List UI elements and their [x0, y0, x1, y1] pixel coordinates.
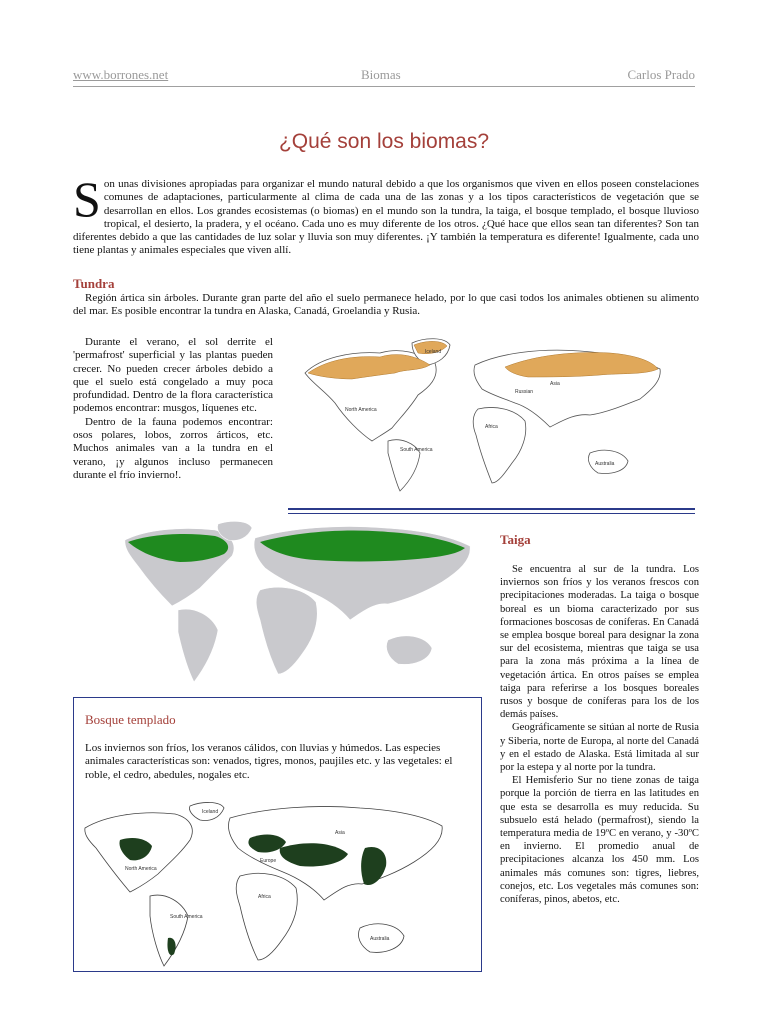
- tundra-column-paragraph: Durante el verano, el sol derrite el 'permafrost' superficial y las plantas pueden crecer. No pueden crecer árboles debido a que el suelo está congelado a muy poca profundidad. Dentro de la flora característica podemos encontrar: musgos, líquenes etc.: [73, 336, 273, 415]
- taiga-paragraph: Se encuentra al sur de la tundra. Los inviernos son fríos y los veranos frescos con precipitaciones moderadas. La taiga o bosque boreal es un bioma caracterizado por sus formaciones boscosas de coníferas. En Canadá se emplea bosque boreal para designar la zona sur del ecosistema, mientras que taiga se usa para la zona más próxima a la línea de vegetación ártica. En otros países se emplea taiga para referirse a los bosques boreales rusos y bosque de coníferas para los de los demás países.: [500, 564, 699, 721]
- label-north-america: North America: [345, 407, 377, 413]
- bosque-templado-box: [73, 697, 482, 972]
- taiga-paragraph: Geográficamente se sitúan al norte de Rusia y Siberia, norte de Europa, al norte del Canadá y en el estado de Alaska. Está limitada al sur por la estepa y al norte por la tundra.: [500, 722, 699, 774]
- map-south-america: [178, 609, 218, 682]
- header-topic: Biomas: [361, 67, 401, 82]
- label-africa: Africa: [258, 894, 271, 900]
- page-title: ¿Qué son los biomas?: [278, 130, 490, 153]
- label-asia: Asia: [335, 830, 345, 836]
- map-africa: [256, 587, 317, 674]
- label-asia: Asia: [550, 381, 560, 387]
- taiga-paragraph: El Hemisferio Sur no tiene zonas de taiga porque la porción de tierra en las latitudes en que esta se desarrolla es muy reducida. Su subsuelo está helado (permafrost), siendo la temperatura media de 19ºC en verano, y -30ºC en invierno. El promedio anual de precipitaciones alcanza los 450 mm. Los animales más comunes son: tigres, liebres, conejos, etc. Los vegetales más comunes son: coníferas, pinos, abetos, etc.: [500, 775, 699, 906]
- label-south-america: South America: [170, 914, 203, 920]
- label-north-america: North America: [125, 866, 157, 872]
- forest-region-east-asia: [361, 847, 386, 885]
- map-australia: [386, 636, 432, 665]
- taiga-column: [500, 563, 699, 906]
- label-russian: Russian: [515, 389, 534, 395]
- tundra-heading: Tundra: [73, 276, 115, 291]
- map-africa: [473, 408, 526, 484]
- map-africa: [236, 873, 297, 960]
- label-iceland: Iceland: [202, 809, 219, 815]
- label-australia: Australia: [370, 936, 390, 942]
- bosque-paragraph: Los inviernos son fríos, los veranos cálidos, con lluvias y húmedos. Las especies animales características son: venados, tigres, monos, paujiles etc. y las vegetales: el roble, el cedro, abedules, nogales etc.: [85, 742, 453, 781]
- map-south-america: [150, 895, 188, 966]
- label-australia: Australia: [595, 461, 615, 467]
- section-divider: [288, 508, 695, 514]
- label-iceland: Iceland: [425, 349, 442, 355]
- tundra-paragraph: Región ártica sin árboles. Durante gran parte del año el suelo permanece helado, por lo que casi todos los animales obtienen su alimento del mar. Es posible encontrar la tundra en Alaska, Canadá, Groelandia y Rusia.: [73, 292, 699, 318]
- header-author: Carlos Prado: [627, 67, 695, 82]
- intro-paragraph: [73, 171, 699, 258]
- bosque-heading: Bosque templado: [85, 712, 176, 727]
- site-link[interactable]: www.borrones.net: [73, 67, 169, 82]
- intro-text: on unas divisiones apropiadas para organizar el mundo natural debido a que los organismos que viven en ellos poseen constelaciones comunes de adaptaciones, particularmente al clima de cada una de las zonas y a los tipos característicos de vegetación que se desarrollan en ellos. Los grandes ecosistemas (o biomas) en el mundo son la tundra, la taiga, el bosque templado, el bosque lluvioso tropical, el desierto, la pradera, y el océano. Cada uno es muy diferente de los otros. ¿Qué hace que ellos sean tan diferentes? Son tan diferentes debido a que las cantidades de luz solar y lluvia son muy diferentes. ¡Y también la temperatura es diferente! Igualmente, cada uno tiene plantas y animales especiales que viven allí.: [73, 178, 699, 257]
- tundra-column-paragraph: Dentro de la fauna podemos encontrar: osos polares, lobos, zorros árticos, etc. Muchos animales van a la tundra en el verano, ¡y algunos incluso permanecen durante el frío invierno!.: [73, 415, 273, 481]
- drop-cap: S: [73, 171, 101, 227]
- tundra-column: [73, 336, 273, 482]
- label-europe: Europe: [260, 858, 277, 864]
- tundra-map: [300, 333, 670, 493]
- label-south-america: South America: [400, 447, 433, 453]
- page-header: [73, 67, 695, 83]
- bosque-map: [80, 798, 450, 968]
- taiga-heading: Taiga: [500, 532, 531, 547]
- taiga-map: [120, 520, 475, 688]
- header-rule: [73, 86, 695, 87]
- label-africa: Africa: [485, 424, 498, 430]
